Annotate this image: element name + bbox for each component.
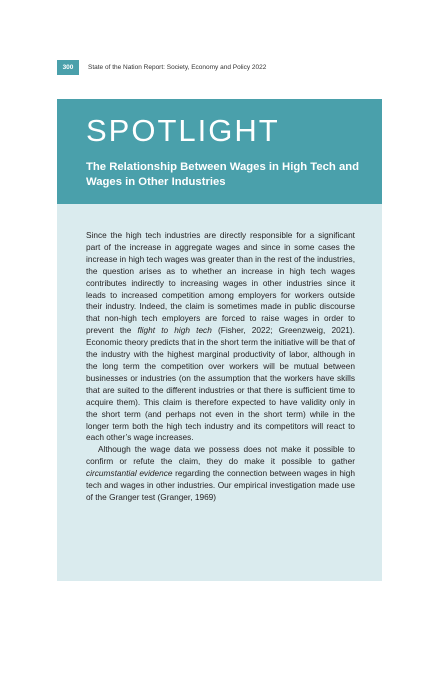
- spotlight-subtitle: The Relationship Between Wages in High Tech and Wages in Other Industries: [86, 161, 360, 188]
- running-title: State of the Nation Report: Society, Economy and Policy 2022: [88, 64, 267, 71]
- page-number: 300: [57, 60, 79, 75]
- paragraph-1: [86, 230, 355, 444]
- paragraph-2-emphasis: circumstantial evidence: [86, 468, 173, 479]
- paragraph-1-text-a: Since the high tech industries are directly responsible for a significant part of the increase in aggregate wages and since in some cases the increase in high tech wages was greater than in the rest of the industries, the question arises as to whether an increase in high tech wages contributes indirectly to increasing wages in other industries since it leads to increased competition among employers for workers outside their industry. Indeed, the claim is sometimes made in public discourse that non-high tech employers are forced to raise wages in order to prevent the: [86, 230, 355, 336]
- paragraph-2: [86, 444, 355, 504]
- paragraph-1-emphasis: flight to high tech: [137, 325, 212, 336]
- paragraph-2-text-a: Although the wage data we possess does not make it possible to confirm or refute the claim, they do make it possible to gather: [86, 444, 355, 467]
- paragraph-2-text-b: regarding the connection between wages in high tech and wages in other industries. Our empirical investigation made use of the Granger test (Granger, 1969): [86, 468, 356, 502]
- page-header: [57, 60, 266, 75]
- spotlight-body: [57, 204, 382, 581]
- paragraph-1-text-b: (Fisher, 2022; Greenzweig, 2021). Economic theory predicts that in the short term the initiative will be that of the industry with the highest marginal productivity of labor, although in the long term the competition over workers will be mutual between businesses or industries (on the assumption that the workers have skills that are suited to the different industries or that there is sufficient time to acquire them). This claim is therefore expected to have validity only in the short term (and perhaps not even in the short term) while in the longer term both the high tech industry and its competitors will react to each other’s wage increases.: [86, 325, 355, 443]
- spotlight-title: SPOTLIGHT: [86, 113, 280, 148]
- spotlight-header: [57, 99, 382, 204]
